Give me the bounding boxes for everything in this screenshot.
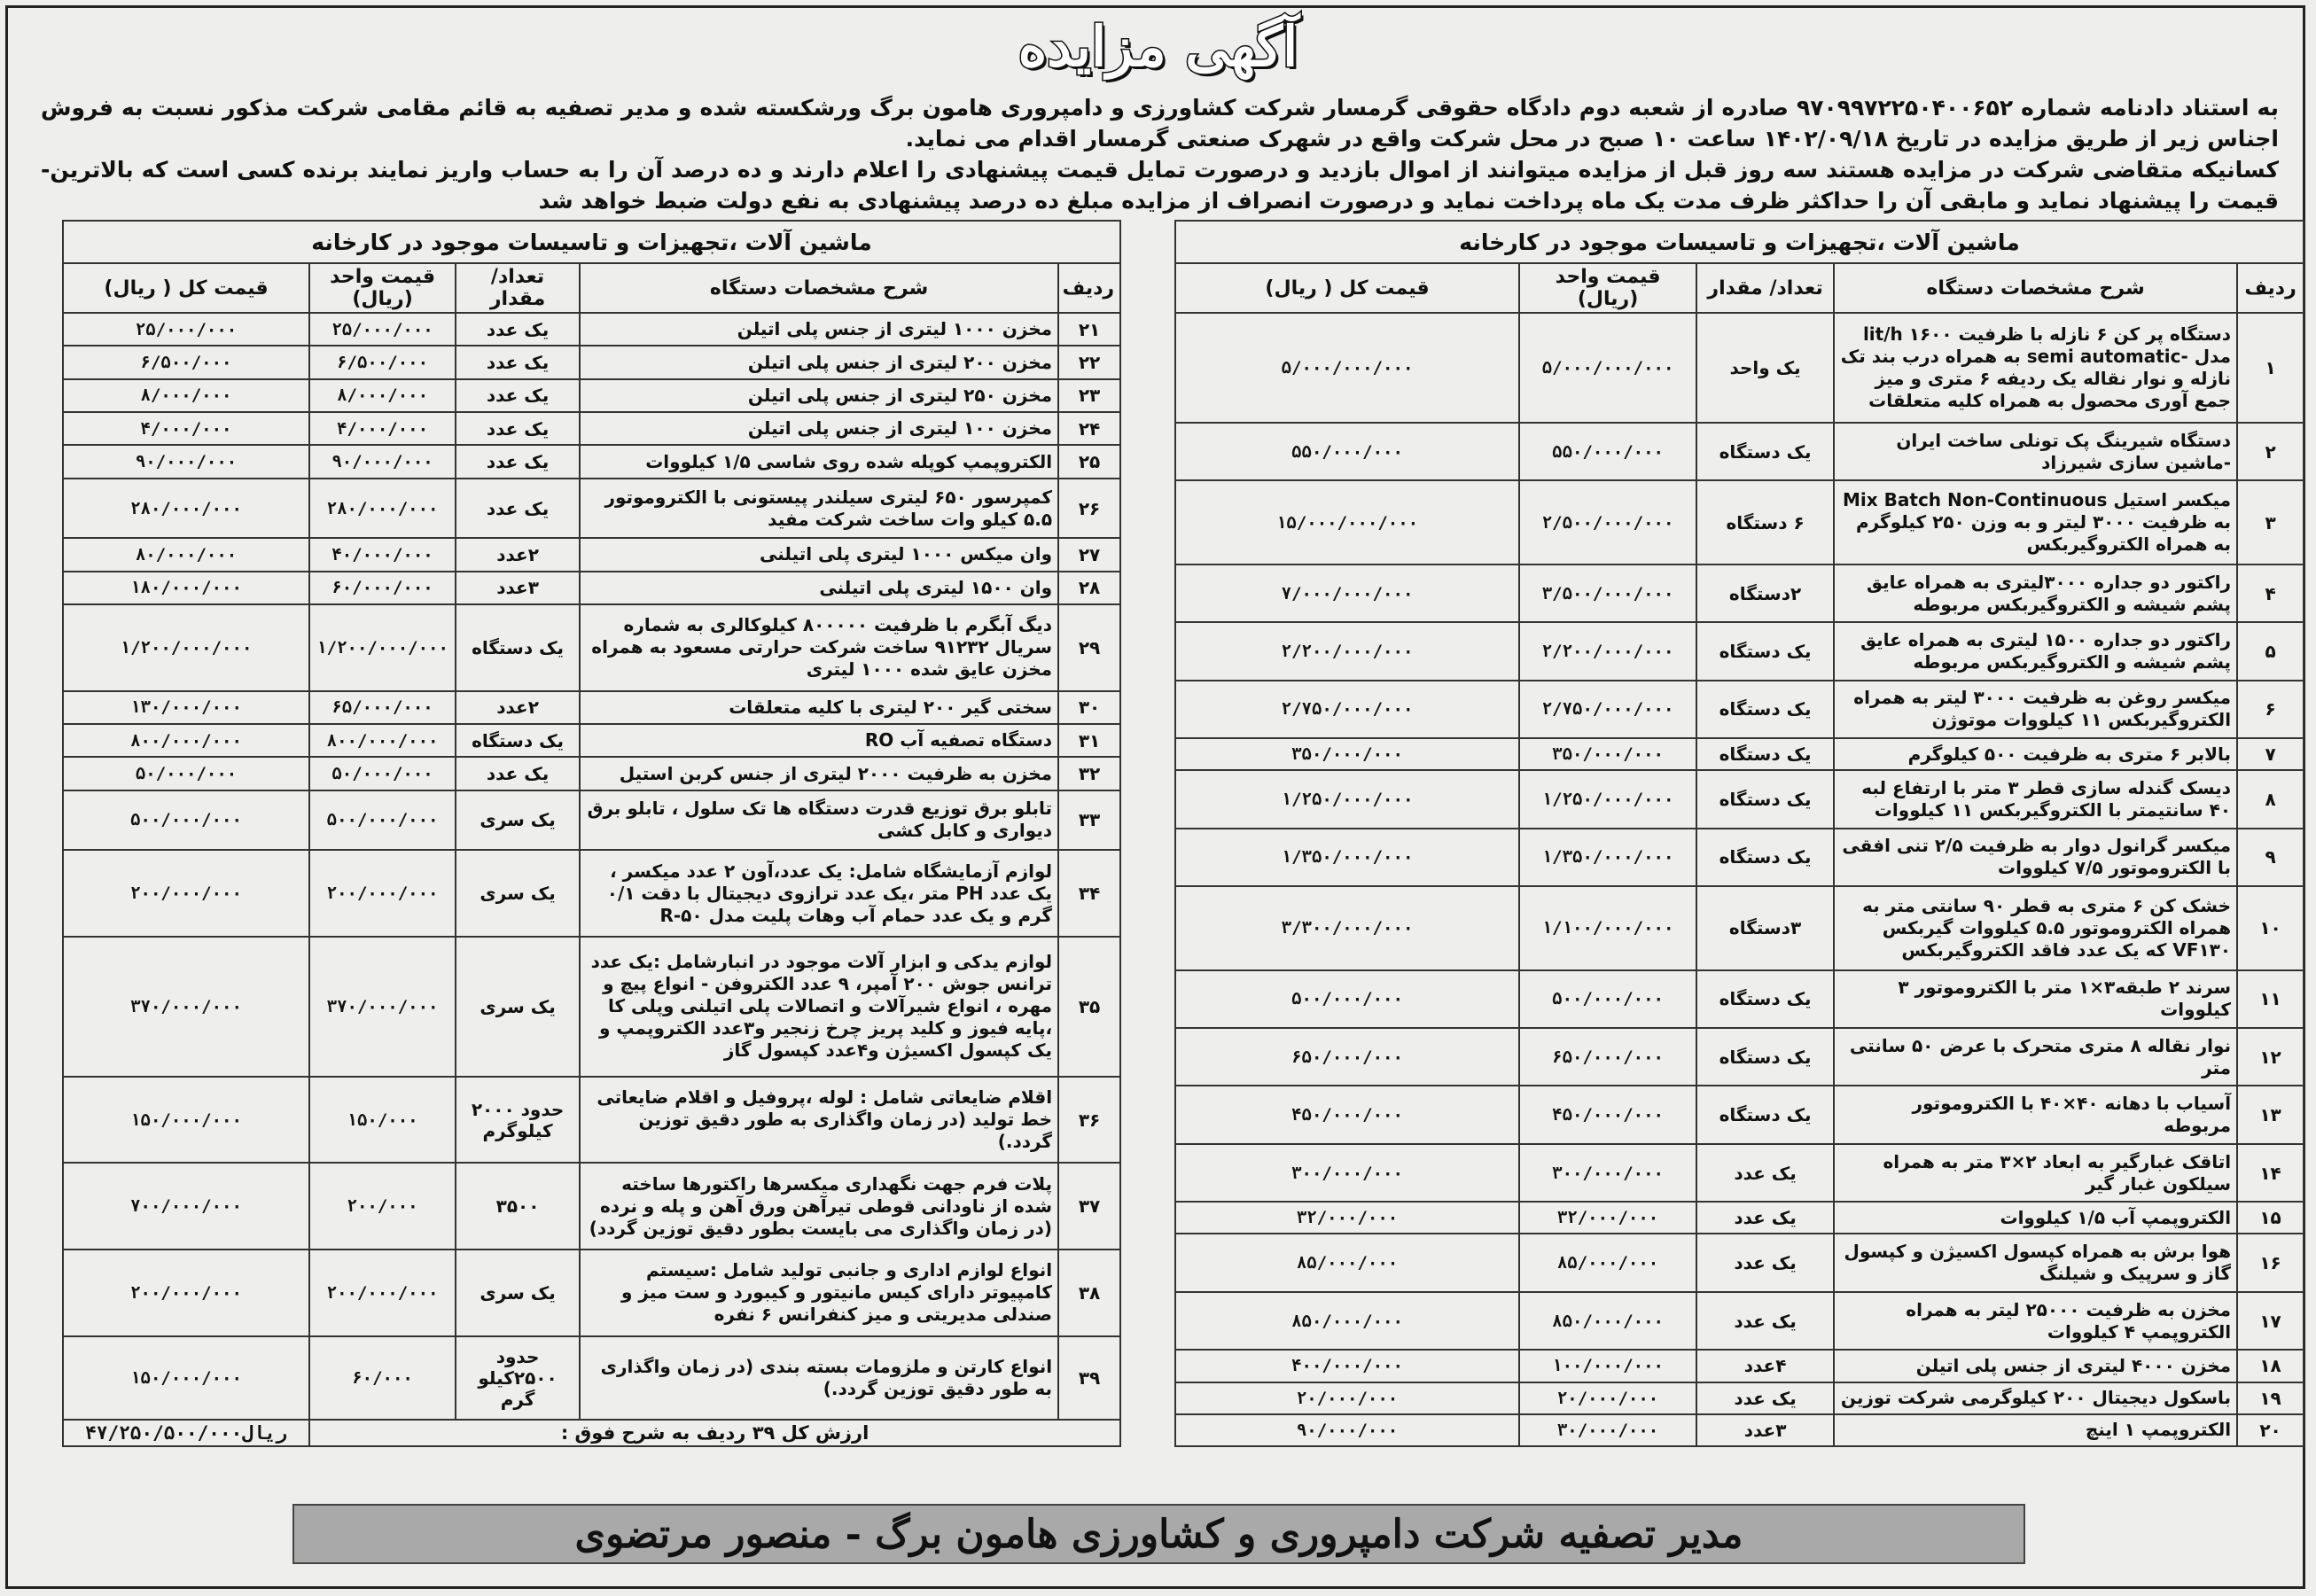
header-qty: تعداد/ مقدار [456, 263, 580, 313]
spec-cell: کمپرسور ۶۵۰ لیتری سیلندر پیستونی با الکتروموتور ۵.۵ کیلو وات ساخت شرکت مفید [580, 479, 1058, 539]
unit-price-cell: ۵۰/۰۰۰/۰۰۰ [309, 757, 456, 790]
spec-cell: وان ۱۵۰۰ لیتری پلی اتیلنی [580, 572, 1058, 604]
spec-cell: نوار نقاله ۸ متری متحرک با عرض ۵۰ سانتی متر [1834, 1028, 2237, 1086]
spec-cell: اقلام ضایعاتی شامل : لوله ،پروفیل و اقلام ضایعاتی خط تولید (در زمان واگذاری به طور دقیق توزین گردد.) [580, 1077, 1058, 1164]
unit-price-cell: ۱/۲۵۰/۰۰۰/۰۰۰ [1519, 770, 1696, 828]
qty-cell: ۳عدد [1696, 1414, 1834, 1446]
unit-price-cell: ۸۵۰/۰۰۰/۰۰۰ [1519, 1292, 1696, 1350]
qty-cell: یک عدد [1696, 1144, 1834, 1202]
unit-price-cell: ۶/۵۰۰/۰۰۰ [309, 346, 456, 378]
table-row [1175, 564, 2304, 622]
row-number-cell: ۲۳ [1058, 379, 1120, 412]
header-unit-price: قیمت واحد (ریال) [309, 263, 456, 313]
row-number-cell: ۲۶ [1058, 479, 1120, 539]
total-price-cell: ۱۵۰/۰۰۰/۰۰۰ [63, 1336, 309, 1420]
qty-cell: یک دستگاه [456, 724, 580, 757]
total-price-cell: ۱/۲۵۰/۰۰۰/۰۰۰ [1175, 770, 1519, 828]
spec-cell: مخزن ۲۰۰ لیتری از جنس پلی اتیلن [580, 346, 1058, 378]
table-row [1175, 970, 2304, 1028]
row-number-cell: ۲ [2237, 423, 2304, 480]
qty-cell: ۲عدد [456, 691, 580, 724]
spec-cell: مخزن ۱۰۰ لیتری از جنس پلی اتیلن [580, 412, 1058, 445]
spec-cell: مخزن ۴۰۰۰ لیتری از جنس پلی اتیلن [1834, 1350, 2237, 1382]
table-row [63, 572, 1120, 604]
table-row [63, 937, 1120, 1077]
row-number-cell: ۳۰ [1058, 691, 1120, 724]
table-row [1175, 829, 2304, 886]
unit-price-cell: ۸۰۰/۰۰۰/۰۰۰ [309, 724, 456, 757]
total-price-cell: ۷/۰۰۰/۰۰۰/۰۰۰ [1175, 564, 1519, 622]
row-number-cell: ۳۱ [1058, 724, 1120, 757]
row-number-cell: ۱ [2237, 313, 2304, 423]
spec-cell: سختی گیر ۲۰۰ لیتری با کلیه متعلقات [580, 691, 1058, 724]
left-table-body [63, 313, 1120, 1420]
row-number-cell: ۱۵ [2237, 1202, 2304, 1234]
row-number-cell: ۱۱ [2237, 970, 2304, 1028]
row-number-cell: ۲۷ [1058, 538, 1120, 571]
unit-price-cell: ۶۵۰/۰۰۰/۰۰۰ [1519, 1028, 1696, 1086]
row-number-cell: ۱۴ [2237, 1144, 2304, 1202]
left-equipment-table [62, 220, 1121, 1447]
row-number-cell: ۷ [2237, 738, 2304, 770]
qty-cell: ۶ دستگاه [1696, 480, 1834, 564]
header-row-number: ردیف [1058, 263, 1120, 313]
table-row [63, 724, 1120, 757]
row-number-cell: ۳۴ [1058, 850, 1120, 937]
table-row [1175, 738, 2304, 770]
total-price-cell: ۵۰۰/۰۰۰/۰۰۰ [63, 790, 309, 851]
qty-cell: یک عدد [1696, 1234, 1834, 1291]
spec-cell: باسکول دیجیتال ۲۰۰ کیلوگرمی شرکت توزین [1834, 1382, 2237, 1414]
table-row [1175, 423, 2304, 480]
spec-cell: میکسر استیل Mix Batch Non-Continuous به ظرفیت ۳۰۰۰ لیتر و به وزن ۲۵۰ کیلوگرم به همراه الکتروگیربکس [1834, 480, 2237, 564]
total-price-cell: ۸۰۰/۰۰۰/۰۰۰ [63, 724, 309, 757]
row-number-cell: ۶ [2237, 681, 2304, 738]
row-number-cell: ۸ [2237, 770, 2304, 828]
right-table-body [1175, 313, 2304, 1446]
table-row [63, 790, 1120, 851]
total-price-cell: ۶/۵۰۰/۰۰۰ [63, 346, 309, 378]
total-price-cell: ۲۰/۰۰۰/۰۰۰ [1175, 1382, 1519, 1414]
unit-price-cell: ۵۰۰/۰۰۰/۰۰۰ [309, 790, 456, 851]
row-number-cell: ۳۵ [1058, 937, 1120, 1077]
unit-price-cell: ۵۰۰/۰۰۰/۰۰۰ [1519, 970, 1696, 1028]
row-number-cell: ۳۳ [1058, 790, 1120, 851]
qty-cell: یک عدد [456, 346, 580, 378]
table-row [1175, 1382, 2304, 1414]
unit-price-cell: ۹۰/۰۰۰/۰۰۰ [309, 445, 456, 478]
table-row [1175, 313, 2304, 423]
total-price-cell: ۵۰۰/۰۰۰/۰۰۰ [1175, 970, 1519, 1028]
unit-price-cell: ۸/۰۰۰/۰۰۰ [309, 379, 456, 412]
table-row [63, 1250, 1120, 1336]
spec-cell: انواع لوازم اداری و جانبی تولید شامل :سیستم کامپیوتر دارای کیس مانیتور و کیبورد و ست میز و صندلی مدیریتی و میز کنفرانس ۶ نفره [580, 1250, 1058, 1336]
spec-cell: لوازم آزمایشگاه شامل: یک عدد،آون ۲ عدد میکسر ، یک عدد PH متر ،یک عدد ترازوی دیجیتال با دقت ۰/۱ گرم و یک عدد حمام آب وهات پلیت مدل R-۵۰ [580, 850, 1058, 937]
row-number-cell: ۲۴ [1058, 412, 1120, 445]
unit-price-cell: ۱/۲۰۰/۰۰۰/۰۰۰ [309, 604, 456, 691]
row-number-cell: ۹ [2237, 829, 2304, 886]
table-row [63, 757, 1120, 790]
qty-cell: یک دستگاه [456, 604, 580, 691]
row-number-cell: ۳۲ [1058, 757, 1120, 790]
table-row [63, 346, 1120, 378]
spec-cell: دیسک گندله سازی قطر ۳ متر با ارتفاع لبه ۴۰ سانتیمتر با الکتروگیربکس ۱۱ کیلووات [1834, 770, 2237, 828]
spec-cell: راکتور دو جداره ۳۰۰۰لیتری به همراه عایق پشم شیشه و الکتروگیربکس مربوطه [1834, 564, 2237, 622]
unit-price-cell: ۶۵/۰۰۰/۰۰۰ [309, 691, 456, 724]
header-qty: تعداد/ مقدار [1696, 263, 1834, 313]
header-unit-price: قیمت واحد (ریال) [1519, 263, 1696, 313]
spec-cell: میکسر گرانول دوار به ظرفیت ۲/۵ تنی افقی با الکتروموتور ۷/۵ کیلووات [1834, 829, 2237, 886]
unit-price-cell: ۴/۰۰۰/۰۰۰ [309, 412, 456, 445]
qty-cell: یک دستگاه [1696, 681, 1834, 738]
qty-cell: یک عدد [456, 445, 580, 478]
total-row [63, 1420, 1120, 1446]
row-number-cell: ۱۹ [2237, 1382, 2304, 1414]
qty-cell: یک عدد [456, 757, 580, 790]
total-price-cell: ۴۵۰/۰۰۰/۰۰۰ [1175, 1086, 1519, 1143]
spec-cell: الکتروپمپ کوپله شده روی شاسی ۱/۵ کیلووات [580, 445, 1058, 478]
spec-cell: مخزن به ظرفیت ۲۰۰۰ لیتری از جنس کربن استیل [580, 757, 1058, 790]
qty-cell: یک دستگاه [1696, 829, 1834, 886]
total-price-cell: ۵/۰۰۰/۰۰۰/۰۰۰ [1175, 313, 1519, 423]
qty-cell: ۳دستگاه [1696, 886, 1834, 970]
unit-price-cell: ۱۰۰/۰۰۰/۰۰۰ [1519, 1350, 1696, 1382]
unit-price-cell: ۲۰۰/۰۰۰/۰۰۰ [309, 1250, 456, 1336]
qty-cell: یک دستگاه [1696, 738, 1834, 770]
spec-cell: هوا برش به همراه کپسول اکسیژن و کپسول گاز و سرپیک و شیلنگ [1834, 1234, 2237, 1291]
total-price-cell: ۱/۲۰۰/۰۰۰/۰۰۰ [63, 604, 309, 691]
total-price-cell: ۲۸۰/۰۰۰/۰۰۰ [63, 479, 309, 539]
qty-cell: ۳۵۰۰ [456, 1163, 580, 1250]
row-number-cell: ۲۰ [2237, 1414, 2304, 1446]
total-price-cell: ۱۸۰/۰۰۰/۰۰۰ [63, 572, 309, 604]
total-price-cell: ۳۵۰/۰۰۰/۰۰۰ [1175, 738, 1519, 770]
table-row [1175, 1202, 2304, 1234]
table-row [1175, 622, 2304, 680]
qty-cell: یک عدد [1696, 1292, 1834, 1350]
unit-price-cell: ۲۸۰/۰۰۰/۰۰۰ [309, 479, 456, 539]
total-price-cell: ۲۵/۰۰۰/۰۰۰ [63, 313, 309, 346]
total-price-cell: ۲/۲۰۰/۰۰۰/۰۰۰ [1175, 622, 1519, 680]
spec-cell: دستگاه پر کن ۶ نازله با ظرفیت ۱۶۰۰ lit/h مدل -semi automatic به همراه درب بند تک نازله و نوار نقاله یک ردیفه ۶ متری و میز جمع آوری محصول به همراه کلیه متعلقات [1834, 313, 2237, 423]
table-row [1175, 1234, 2304, 1291]
title-banner [0, 9, 2316, 84]
row-number-cell: ۳۷ [1058, 1163, 1120, 1250]
intro-paragraph-2: کسانیکه متقاضی شرکت در مزایده هستند سه روز قبل از مزایده میتوانند از اموال بازدید و درصورت تمایل قیمت پیشنهادی را اعلام دارند و ده درصد آن را به حساب واریز نمایند برنده کسی است که بالاترین-قیمت را پیشنهاد نماید و مابقی آن را حداکثر ظرف مدت یک ماه پرداخت نماید و درصورت انصراف از مزایده مبلغ ده درصد پیشنهادی به نفع دولت ضبط خواهد شد [41, 157, 2279, 214]
intro-paragraph-1: به استناد دادنامه شماره ۹۷۰۹۹۷۲۲۵۰۴۰۰۶۵۲ صادره از شعبه دوم دادگاه حقوقی گرمسار شرکت کشاورزی و دامپروری هامون برگ ورشکسته شده و مدیر تصفیه به قائم مقامی شرکت مذکور نسبت به فروش اجناس زیر از طریق مزایده در تاریخ ۱۴۰۲/۰۹/۱۸ ساعت ۱۰ صبح در محل شرکت واقع در شهرک صنعتی گرمسار اقدام می نماید. [41, 95, 2280, 152]
total-price-cell: ۴/۰۰۰/۰۰۰ [63, 412, 309, 445]
table-row [1175, 480, 2304, 564]
table-row [63, 479, 1120, 539]
row-number-cell: ۲۱ [1058, 313, 1120, 346]
table-row [63, 1077, 1120, 1164]
table-row [1175, 1292, 2304, 1350]
table-row [63, 1163, 1120, 1250]
table-caption: ماشین آلات ،تجهیزات و تاسیسات موجود در کارخانه [63, 221, 1120, 263]
unit-price-cell: ۴۰/۰۰۰/۰۰۰ [309, 538, 456, 571]
spec-cell: آسیاب با دهانه ۴۰×۴۰ با الکتروموتور مربوطه [1834, 1086, 2237, 1143]
unit-price-cell: ۲/۵۰۰/۰۰۰/۰۰۰ [1519, 480, 1696, 564]
qty-cell: یک سری [456, 1250, 580, 1336]
row-number-cell: ۲۵ [1058, 445, 1120, 478]
qty-cell: یک دستگاه [1696, 622, 1834, 680]
spec-cell: الکتروپمپ ۱ اینچ [1834, 1414, 2237, 1446]
header-total-price: قیمت کل ( ریال) [1175, 263, 1519, 313]
qty-cell: ۴عدد [1696, 1350, 1834, 1382]
unit-price-cell: ۲۰۰/۰۰۰ [309, 1163, 456, 1250]
total-price-cell: ۷۰۰/۰۰۰/۰۰۰ [63, 1163, 309, 1250]
total-price-cell: ۱۵/۰۰۰/۰۰۰/۰۰۰ [1175, 480, 1519, 564]
spec-cell: پلات فرم جهت نگهداری میکسرها راکتورها ساخته شده از ناودانی قوطی تیرآهن ورق آهن و پله و نرده (در زمان واگذاری می بایست بطور دقیق توزین گردد) [580, 1163, 1058, 1250]
header-total-price: قیمت کل ( ریال) [63, 263, 309, 313]
total-price-cell: ۸۵۰/۰۰۰/۰۰۰ [1175, 1292, 1519, 1350]
unit-price-cell: ۸۵/۰۰۰/۰۰۰ [1519, 1234, 1696, 1291]
unit-price-cell: ۲/۲۰۰/۰۰۰/۰۰۰ [1519, 622, 1696, 680]
spec-cell: دستگاه تصفیه آب RO [580, 724, 1058, 757]
row-number-cell: ۲۹ [1058, 604, 1120, 691]
qty-cell: ۲عدد [456, 538, 580, 571]
spec-cell: خشک کن ۶ متری به قطر ۹۰ سانتی متر به همراه الکتروموتور ۵.۵ کیلووات گیربکس VF۱۳۰ که یک عدد فاقد الکتروگیربکس [1834, 886, 2237, 970]
row-number-cell: ۱۰ [2237, 886, 2304, 970]
total-price-cell: ۶۵۰/۰۰۰/۰۰۰ [1175, 1028, 1519, 1086]
total-price-cell: ۸/۰۰۰/۰۰۰ [63, 379, 309, 412]
qty-cell: یک دستگاه [1696, 970, 1834, 1028]
spec-cell: دیگ آبگرم با ظرفیت ۸۰۰۰۰۰ کیلوکالری به شماره سریال ۹۱۲۳۲ ساخت شرکت حرارتی مسعود به همراه مخزن عایق شده ۱۰۰۰ لیتری [580, 604, 1058, 691]
qty-cell: یک سری [456, 850, 580, 937]
unit-price-cell: ۲۰۰/۰۰۰/۰۰۰ [309, 850, 456, 937]
qty-cell: یک عدد [1696, 1382, 1834, 1414]
row-number-cell: ۵ [2237, 622, 2304, 680]
spec-cell: اتاقک غبارگیر به ابعاد ۲×۳ متر به همراه سیلکون غبار گیر [1834, 1144, 2237, 1202]
total-price-cell: ۲۰۰/۰۰۰/۰۰۰ [63, 1250, 309, 1336]
qty-cell: یک دستگاه [1696, 1086, 1834, 1143]
header-spec: شرح مشخصات دستگاه [1834, 263, 2237, 313]
qty-cell: یک عدد [456, 379, 580, 412]
unit-price-cell: ۴۵۰/۰۰۰/۰۰۰ [1519, 1086, 1696, 1143]
spec-cell: انواع کارتن و ملزومات بسته بندی (در زمان واگذاری به طور دقیق توزین گردد.) [580, 1336, 1058, 1420]
spec-cell: بالابر ۶ متری به ظرفیت ۵۰۰ کیلوگرم [1834, 738, 2237, 770]
unit-price-cell: ۳۲/۰۰۰/۰۰۰ [1519, 1202, 1696, 1234]
table-row [1175, 770, 2304, 828]
spec-cell: الکتروپمپ آب ۱/۵ کیلووات [1834, 1202, 2237, 1234]
spec-cell: دستگاه شیرینگ پک تونلی ساخت ایران -ماشین سازی شیرزاد [1834, 423, 2237, 480]
qty-cell: حدود ۲۰۰۰ کیلوگرم [456, 1077, 580, 1164]
qty-cell: یک دستگاه [1696, 1028, 1834, 1086]
qty-cell: ۳عدد [456, 572, 580, 604]
qty-cell: یک عدد [1696, 1202, 1834, 1234]
qty-cell: یک واحد [1696, 313, 1834, 423]
unit-price-cell: ۲۵/۰۰۰/۰۰۰ [309, 313, 456, 346]
table-row [63, 691, 1120, 724]
total-value: ۴۷/۲۵۰/۵۰۰/۰۰۰ریال [63, 1420, 309, 1446]
table-row [1175, 1086, 2304, 1143]
unit-price-cell: ۳۰۰/۰۰۰/۰۰۰ [1519, 1144, 1696, 1202]
table-row [1175, 886, 2304, 970]
row-number-cell: ۲۸ [1058, 572, 1120, 604]
total-price-cell: ۱۵۰/۰۰۰/۰۰۰ [63, 1077, 309, 1164]
spec-cell: مخزن به ظرفیت ۲۵۰۰۰ لیتر به همراه الکتروپمپ ۴ کیلووات [1834, 1292, 2237, 1350]
unit-price-cell: ۶۰/۰۰۰ [309, 1336, 456, 1420]
table-row [63, 445, 1120, 478]
total-price-cell: ۳۰۰/۰۰۰/۰۰۰ [1175, 1144, 1519, 1202]
total-price-cell: ۳۷۰/۰۰۰/۰۰۰ [63, 937, 309, 1077]
total-price-cell: ۱۳۰/۰۰۰/۰۰۰ [63, 691, 309, 724]
spec-cell: راکتور دو جداره ۱۵۰۰ لیتری به همراه عایق پشم شیشه و الکتروگیربکس مربوطه [1834, 622, 2237, 680]
left-table-container [62, 220, 1119, 1447]
total-price-cell: ۲۰۰/۰۰۰/۰۰۰ [63, 850, 309, 937]
row-number-cell: ۴ [2237, 564, 2304, 622]
total-label: ارزش کل ۳۹ ردیف به شرح فوق : [309, 1420, 1120, 1446]
row-number-cell: ۳۹ [1058, 1336, 1120, 1420]
total-price-cell: ۸۵/۰۰۰/۰۰۰ [1175, 1234, 1519, 1291]
table-row [1175, 1028, 2304, 1086]
unit-price-cell: ۲۰/۰۰۰/۰۰۰ [1519, 1382, 1696, 1414]
qty-cell: یک عدد [456, 479, 580, 539]
total-price-cell: ۵۵۰/۰۰۰/۰۰۰ [1175, 423, 1519, 480]
unit-price-cell: ۵/۰۰۰/۰۰۰/۰۰۰ [1519, 313, 1696, 423]
unit-price-cell: ۳/۵۰۰/۰۰۰/۰۰۰ [1519, 564, 1696, 622]
table-row [1175, 1144, 2304, 1202]
footer-signature: مدیر تصفیه شرکت دامپروری و کشاورزی هامون برگ - منصور مرتضوی [292, 1504, 2025, 1564]
table-row [63, 412, 1120, 445]
unit-price-cell: ۱/۱۰۰/۰۰۰/۰۰۰ [1519, 886, 1696, 970]
total-price-cell: ۵۰/۰۰۰/۰۰۰ [63, 757, 309, 790]
unit-price-cell: ۲/۷۵۰/۰۰۰/۰۰۰ [1519, 681, 1696, 738]
spec-cell: لوازم یدکی و ابزار آلات موجود در انبارشامل :یک عدد ترانس جوش ۲۰۰ آمپر، ۹ عدد الکتروفن - انواع پیچ و مهره ، انواع شیرآلات و اتصالات پلی اتیلنی وپلی کا ،پایه فیوز و کلید پریز چرخ زنجیر و۳عدد الکتروپمپ و یک کپسول اکسیژن و۴عدد کپسول گاز [580, 937, 1058, 1077]
table-row [1175, 681, 2304, 738]
row-number-cell: ۳۸ [1058, 1250, 1120, 1336]
row-number-cell: ۱۲ [2237, 1028, 2304, 1086]
qty-cell: ۲دستگاه [1696, 564, 1834, 622]
total-price-cell: ۱/۳۵۰/۰۰۰/۰۰۰ [1175, 829, 1519, 886]
spec-cell: تابلو برق توزیع قدرت دستگاه ها تک سلول ، تابلو برق دیواری و کابل کشی [580, 790, 1058, 851]
total-price-cell: ۹۰/۰۰۰/۰۰۰ [1175, 1414, 1519, 1446]
table-row [63, 538, 1120, 571]
table-caption: ماشین آلات ،تجهیزات و تاسیسات موجود در کارخانه [1175, 221, 2304, 263]
qty-cell: یک سری [456, 937, 580, 1077]
right-equipment-table [1174, 220, 2304, 1447]
qty-cell: یک دستگاه [1696, 423, 1834, 480]
spec-cell: مخزن ۱۰۰۰ لیتری از جنس پلی اتیلن [580, 313, 1058, 346]
unit-price-cell: ۱/۳۵۰/۰۰۰/۰۰۰ [1519, 829, 1696, 886]
qty-cell: حدود ۲۵۰۰کیلو گرم [456, 1336, 580, 1420]
unit-price-cell: ۵۵۰/۰۰۰/۰۰۰ [1519, 423, 1696, 480]
row-number-cell: ۳ [2237, 480, 2304, 564]
table-row [63, 850, 1120, 937]
spec-cell: سرند ۲ طبقه۳×۱ متر با الکتروموتور ۳ کیلووات [1834, 970, 2237, 1028]
spec-cell: مخزن ۲۵۰ لیتری از جنس پلی اتیلن [580, 379, 1058, 412]
total-price-cell: ۲/۷۵۰/۰۰۰/۰۰۰ [1175, 681, 1519, 738]
total-price-cell: ۳/۳۰۰/۰۰۰/۰۰۰ [1175, 886, 1519, 970]
table-row [63, 604, 1120, 691]
unit-price-cell: ۳۷۰/۰۰۰/۰۰۰ [309, 937, 456, 1077]
total-price-cell: ۹۰/۰۰۰/۰۰۰ [63, 445, 309, 478]
page-title: آگهی مزایده [1018, 14, 1298, 79]
table-row [1175, 1414, 2304, 1446]
unit-price-cell: ۶۰/۰۰۰/۰۰۰ [309, 572, 456, 604]
table-row [63, 313, 1120, 346]
row-number-cell: ۲۲ [1058, 346, 1120, 378]
intro-text [41, 92, 2279, 216]
row-number-cell: ۱۶ [2237, 1234, 2304, 1291]
row-number-cell: ۱۷ [2237, 1292, 2304, 1350]
unit-price-cell: ۳۰/۰۰۰/۰۰۰ [1519, 1414, 1696, 1446]
total-price-cell: ۴۰۰/۰۰۰/۰۰۰ [1175, 1350, 1519, 1382]
header-row-number: ردیف [2237, 263, 2304, 313]
total-price-cell: ۳۲/۰۰۰/۰۰۰ [1175, 1202, 1519, 1234]
header-spec: شرح مشخصات دستگاه [580, 263, 1058, 313]
table-row [1175, 1350, 2304, 1382]
qty-cell: یک عدد [456, 313, 580, 346]
row-number-cell: ۳۶ [1058, 1077, 1120, 1164]
right-table-container [1174, 220, 2303, 1447]
table-row [63, 1336, 1120, 1420]
table-row [63, 379, 1120, 412]
total-price-cell: ۸۰/۰۰۰/۰۰۰ [63, 538, 309, 571]
row-number-cell: ۱۳ [2237, 1086, 2304, 1143]
qty-cell: یک عدد [456, 412, 580, 445]
spec-cell: وان میکس ۱۰۰۰ لیتری پلی اتیلنی [580, 538, 1058, 571]
spec-cell: میکسر روغن به ظرفیت ۳۰۰۰ لیتر به همراه الکتروگیربکس ۱۱ کیلووات موتوژن [1834, 681, 2237, 738]
unit-price-cell: ۳۵۰/۰۰۰/۰۰۰ [1519, 738, 1696, 770]
unit-price-cell: ۱۵۰/۰۰۰ [309, 1077, 456, 1164]
qty-cell: یک سری [456, 790, 580, 851]
row-number-cell: ۱۸ [2237, 1350, 2304, 1382]
qty-cell: یک دستگاه [1696, 770, 1834, 828]
